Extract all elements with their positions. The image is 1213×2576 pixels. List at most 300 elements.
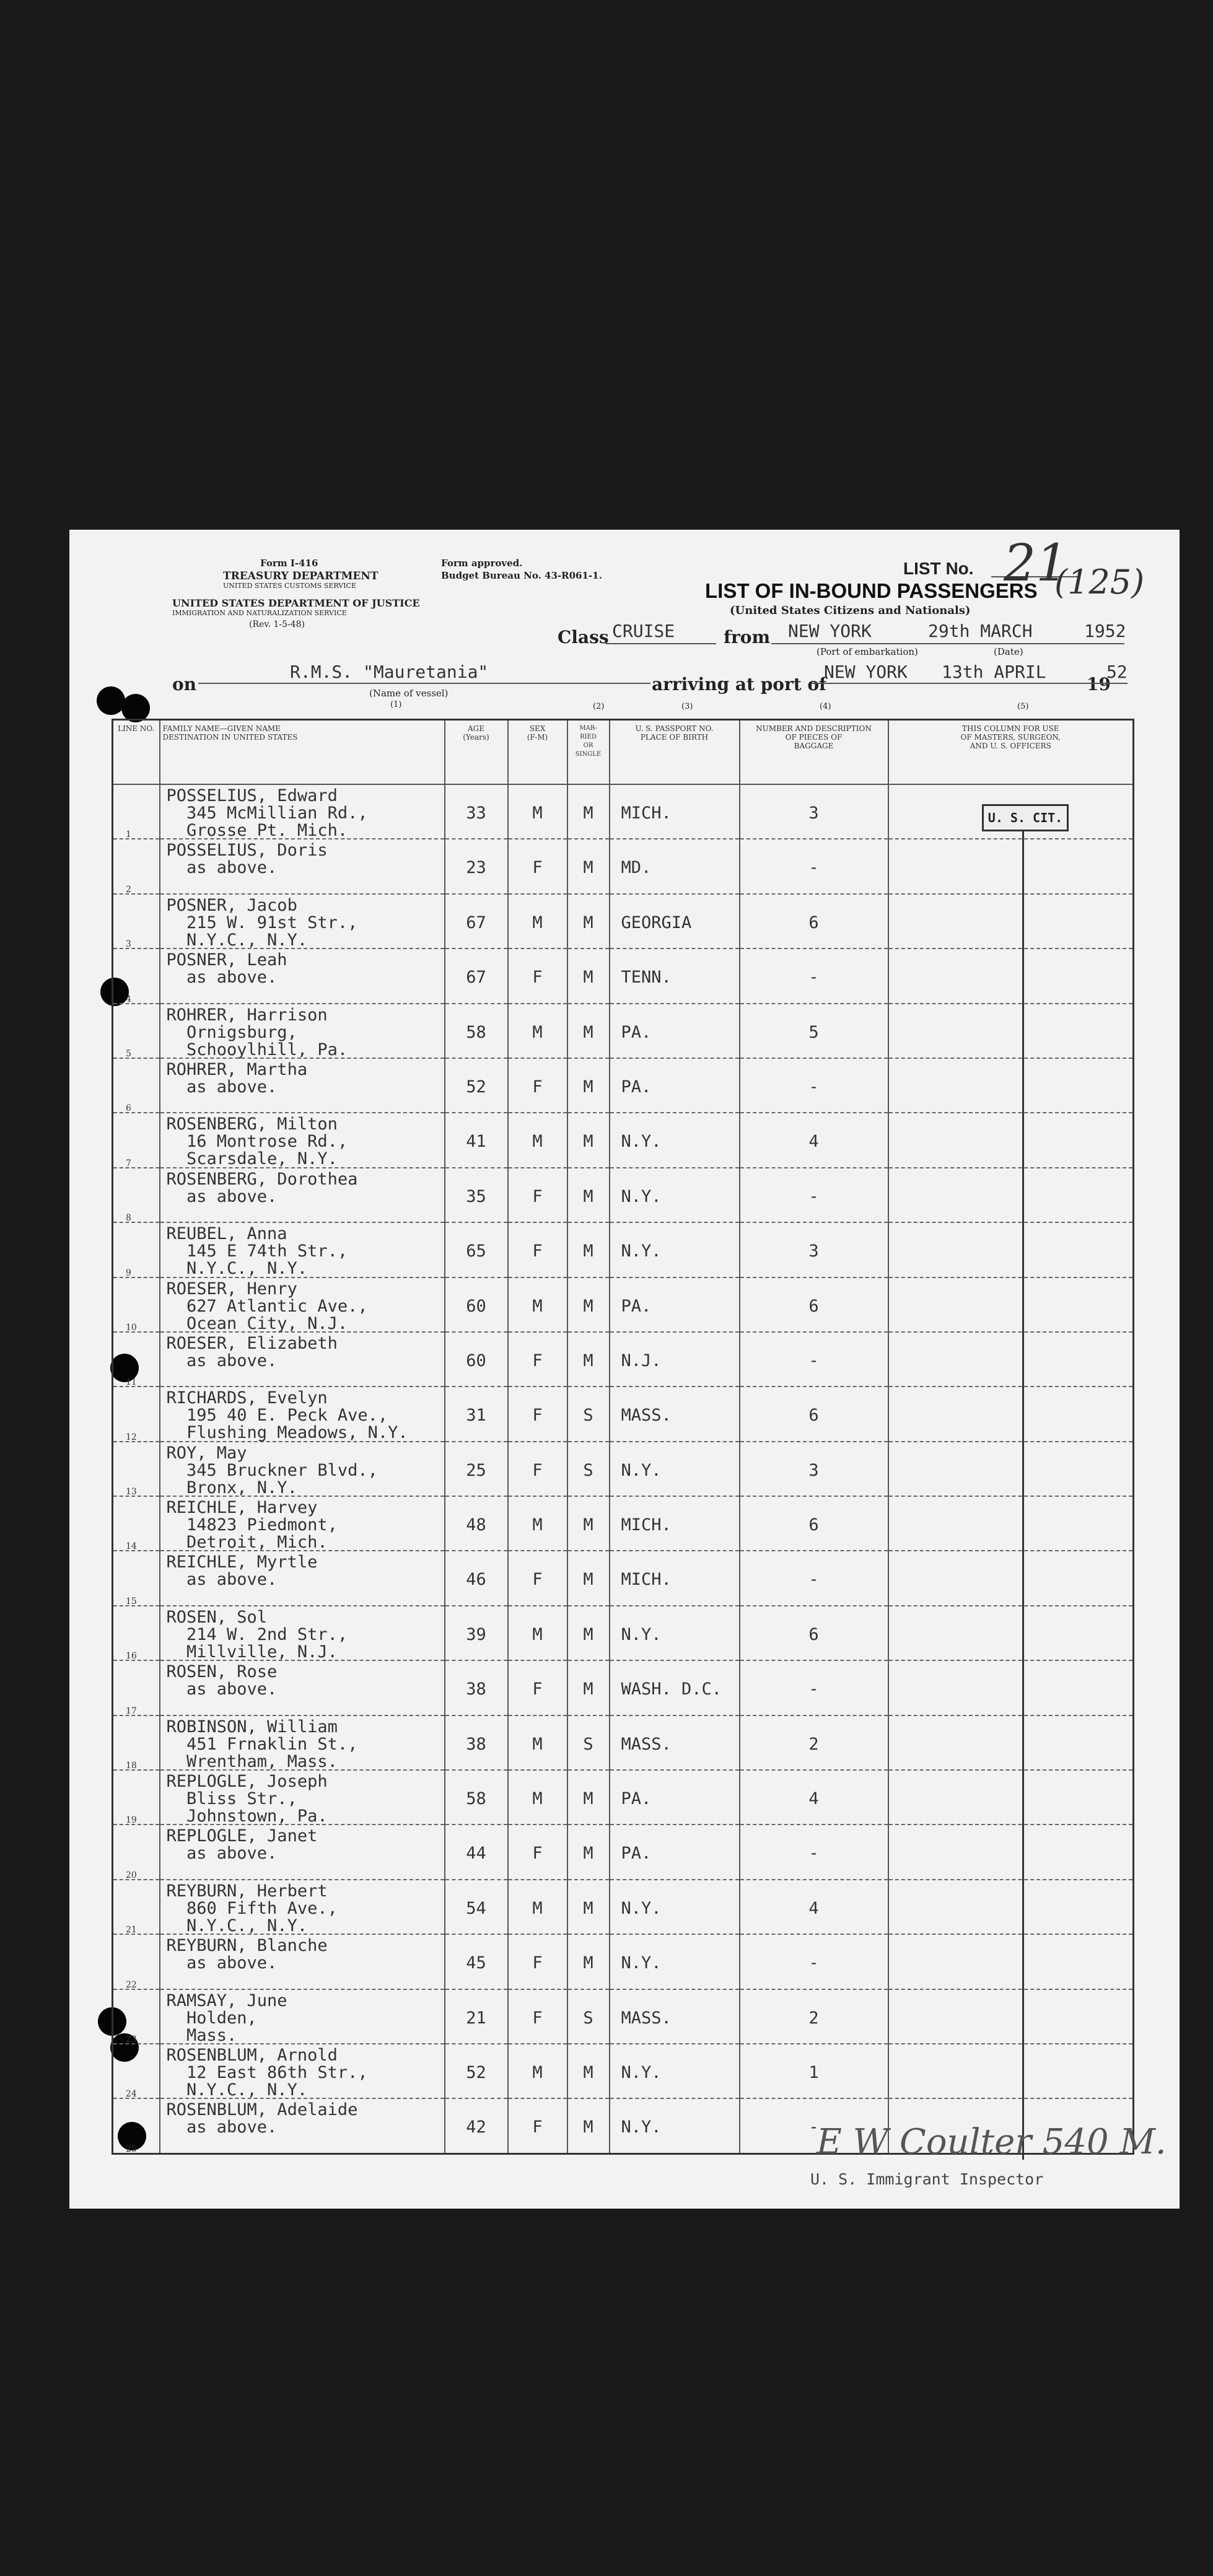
cell-place-of-birth — [610, 1168, 740, 1222]
cell-passenger-name — [160, 1715, 445, 1770]
cell-marital-status — [567, 1934, 610, 1989]
cell-passenger-name — [160, 894, 445, 948]
cell-officer-notes — [888, 1660, 1134, 1715]
place-of-birth: MASS. — [621, 1734, 672, 1754]
baggage-count: - — [808, 1570, 819, 1590]
cell-place-of-birth — [610, 1880, 740, 1934]
cell-age — [445, 2098, 508, 2153]
place-of-birth: PA. — [621, 1789, 652, 1809]
cell-passenger-name — [160, 1277, 445, 1332]
baggage-count: 4 — [808, 1789, 819, 1809]
baggage-count: 3 — [808, 804, 819, 823]
age: 58 — [466, 1789, 486, 1809]
cell-age — [445, 1989, 508, 2044]
cell-officer-notes — [888, 1770, 1134, 1825]
passenger-name: REYBURN, Herbert 860 Fifth Ave., N.Y.C., N.Y. — [166, 1881, 338, 1935]
cell-line-number — [113, 1989, 160, 2044]
inspector-signature: E W Coulter 540 M. — [817, 2122, 1167, 2162]
cell-baggage-count — [740, 1058, 888, 1113]
arrival-date: 13th APRIL — [942, 662, 1046, 682]
department-of-justice: UNITED STATES DEPARTMENT OF JUSTICE — [172, 597, 420, 609]
column-number-5: (5) — [1017, 702, 1029, 711]
ins-service: IMMIGRATION AND NATURALIZATION SERVICE — [172, 609, 347, 617]
list-no-label: LIST No. — [903, 559, 974, 578]
passenger-name: REPLOGLE, Janet as above. — [166, 1826, 318, 1864]
table-row — [113, 948, 1134, 1003]
cell-line-number — [113, 1660, 160, 1715]
cell-baggage-count — [740, 784, 888, 839]
cell-place-of-birth — [610, 2044, 740, 2098]
cell-marital-status — [567, 1880, 610, 1934]
place-of-birth: GEORGIA — [621, 913, 692, 932]
baggage-count: 5 — [808, 1022, 819, 1042]
age: 52 — [466, 2062, 486, 2082]
table-row — [113, 1551, 1134, 1605]
passenger-name: ROY, May 345 Bruckner Blvd., Bronx, N.Y. — [166, 1443, 378, 1497]
place-of-birth: PA. — [621, 1077, 652, 1097]
age: 46 — [466, 1570, 486, 1590]
age: 67 — [466, 968, 486, 988]
from-year: 1952 — [1084, 621, 1126, 641]
cell-officer-notes — [888, 1058, 1134, 1113]
marital-status: S — [583, 1406, 593, 1426]
cell-passenger-name — [160, 1660, 445, 1715]
cell-sex — [508, 1387, 567, 1441]
marital-status: M — [583, 1351, 593, 1370]
line-number: 13 — [126, 1487, 137, 1497]
table-row — [113, 1387, 1134, 1441]
cell-baggage-count — [740, 1551, 888, 1605]
vessel-column-number: (1) — [390, 700, 402, 709]
cell-place-of-birth — [610, 1387, 740, 1441]
passenger-name: REICHLE, Myrtle as above. — [166, 1553, 318, 1590]
cell-passenger-name — [160, 1934, 445, 1989]
sex: F — [532, 1570, 543, 1590]
age: 52 — [466, 1077, 486, 1097]
line-number: 20 — [126, 1870, 137, 1880]
cell-line-number — [113, 1387, 160, 1441]
passenger-name: REICHLE, Harvey 14823 Piedmont, Detroit, Mich. — [166, 1498, 338, 1553]
marital-status: M — [583, 2118, 593, 2137]
sex: M — [532, 1022, 543, 1042]
cell-baggage-count — [740, 1277, 888, 1332]
cell-place-of-birth — [610, 1113, 740, 1167]
table-row — [113, 1113, 1134, 1167]
marital-status: M — [583, 1296, 593, 1316]
sex: F — [532, 968, 543, 988]
cell-passenger-name — [160, 1332, 445, 1387]
cell-marital-status — [567, 1825, 610, 1879]
officer-column-line — [1022, 828, 1024, 2160]
line-number: 4 — [126, 994, 131, 1004]
cell-place-of-birth — [610, 784, 740, 839]
passenger-name: REUBEL, Anna 145 E 74th Str., N.Y.C., N.Y. — [166, 1224, 348, 1279]
sex: M — [532, 1898, 543, 1918]
cell-line-number — [113, 1825, 160, 1879]
age: 38 — [466, 1734, 486, 1754]
table-row — [113, 894, 1134, 948]
place-of-birth: N.Y. — [621, 1242, 662, 1261]
cell-age — [445, 1113, 508, 1167]
table-row — [113, 1168, 1134, 1222]
cell-sex — [508, 1989, 567, 2044]
cell-marital-status — [567, 2098, 610, 2153]
baggage-count: - — [808, 1680, 819, 1699]
cell-passenger-name — [160, 2044, 445, 2098]
place-of-birth: N.Y. — [621, 1186, 662, 1206]
age: 39 — [466, 1624, 486, 1644]
sex: M — [532, 1624, 543, 1644]
cell-marital-status — [567, 1277, 610, 1332]
line-number: 10 — [126, 1322, 137, 1333]
cell-age — [445, 1387, 508, 1441]
place-of-birth: N.Y. — [621, 1624, 662, 1644]
list-no-value: 21 — [1004, 534, 1069, 593]
column-number-3: (3) — [681, 702, 693, 711]
cell-officer-notes — [888, 1277, 1134, 1332]
marital-status: M — [583, 1570, 593, 1590]
col-header-sex: SEX (F-M) — [508, 720, 567, 785]
place-of-birth: N.J. — [621, 1351, 662, 1370]
marital-status: M — [583, 913, 593, 932]
cell-sex — [508, 1880, 567, 1934]
baggage-count: - — [808, 1953, 819, 1973]
cell-marital-status — [567, 1113, 610, 1167]
sex: F — [532, 1680, 543, 1699]
cell-place-of-birth — [610, 2098, 740, 2153]
cell-sex — [508, 1058, 567, 1113]
age: 48 — [466, 1515, 486, 1535]
age: 44 — [466, 1844, 486, 1864]
sex: M — [532, 804, 543, 823]
cell-place-of-birth — [610, 1277, 740, 1332]
cell-officer-notes — [888, 1113, 1134, 1167]
passenger-name: ROHRER, Martha as above. — [166, 1059, 308, 1097]
line-number: 2 — [126, 884, 131, 895]
sex: M — [532, 2062, 543, 2082]
age: 41 — [466, 1132, 486, 1152]
sex: M — [532, 1789, 543, 1809]
cell-line-number — [113, 1496, 160, 1551]
cell-line-number — [113, 1934, 160, 1989]
table-row — [113, 1332, 1134, 1387]
cell-sex — [508, 894, 567, 948]
place-of-birth: MASS. — [621, 1406, 672, 1426]
cell-line-number — [113, 1606, 160, 1660]
cell-officer-notes — [888, 948, 1134, 1003]
passenger-name: POSSELIUS, Doris as above. — [166, 841, 328, 878]
cell-passenger-name — [160, 1989, 445, 2044]
age: 60 — [466, 1351, 486, 1370]
cell-officer-notes — [888, 1168, 1134, 1222]
cell-baggage-count — [740, 839, 888, 893]
sex: M — [532, 1296, 543, 1316]
from-label: from — [724, 627, 771, 647]
cell-line-number — [113, 1113, 160, 1167]
sex: F — [532, 2118, 543, 2137]
marital-status: M — [583, 2062, 593, 2082]
cell-passenger-name — [160, 948, 445, 1003]
line-number: 6 — [126, 1103, 131, 1114]
cell-baggage-count — [740, 2044, 888, 2098]
place-of-birth: N.Y. — [621, 2118, 662, 2137]
marital-status: M — [583, 1132, 593, 1152]
cell-place-of-birth — [610, 948, 740, 1003]
place-of-birth: MICH. — [621, 1570, 672, 1590]
cell-place-of-birth — [610, 1004, 740, 1058]
cell-baggage-count — [740, 894, 888, 948]
place-of-birth: N.Y. — [621, 1953, 662, 1973]
line-number: 7 — [126, 1158, 131, 1168]
line-number: 12 — [126, 1432, 137, 1442]
cell-baggage-count — [740, 1660, 888, 1715]
sex: M — [532, 1132, 543, 1152]
cell-passenger-name — [160, 1222, 445, 1277]
line-number: 25 — [126, 2144, 137, 2154]
table-row — [113, 1606, 1134, 1660]
table-row — [113, 784, 1134, 839]
cell-sex — [508, 839, 567, 893]
cell-marital-status — [567, 1660, 610, 1715]
cell-passenger-name — [160, 1825, 445, 1879]
form-approved: Form approved. — [441, 558, 523, 569]
cell-line-number — [113, 839, 160, 893]
passenger-name: ROESER, Henry 627 Atlantic Ave., Ocean City, N.J. — [166, 1279, 368, 1333]
cell-marital-status — [567, 839, 610, 893]
marital-status: M — [583, 1624, 593, 1644]
cell-place-of-birth — [610, 1770, 740, 1825]
cell-age — [445, 1770, 508, 1825]
age: 33 — [466, 804, 486, 823]
cell-officer-notes — [888, 1496, 1134, 1551]
marital-status: M — [583, 858, 593, 878]
baggage-count: 2 — [808, 2008, 819, 2028]
cell-officer-notes — [888, 1442, 1134, 1496]
cell-sex — [508, 1113, 567, 1167]
class-value: CRUISE — [612, 621, 675, 641]
cell-officer-notes — [888, 1004, 1134, 1058]
cell-place-of-birth — [610, 1551, 740, 1605]
table-row — [113, 1989, 1134, 2044]
passenger-name: POSNER, Jacob 215 W. 91st Str., N.Y.C., N.Y. — [166, 895, 358, 950]
table-row — [113, 1004, 1134, 1058]
cell-marital-status — [567, 1496, 610, 1551]
cell-marital-status — [567, 1715, 610, 1770]
arriving-label: arriving at port of — [652, 674, 827, 694]
age: 23 — [466, 858, 486, 878]
vessel-caption: (Name of vessel) — [369, 688, 449, 699]
cell-age — [445, 1496, 508, 1551]
form-number: Form I-416 — [260, 558, 318, 569]
baggage-count: 6 — [808, 913, 819, 932]
marital-status: M — [583, 1242, 593, 1261]
cell-place-of-birth — [610, 1058, 740, 1113]
cell-sex — [508, 1442, 567, 1496]
passenger-name: RICHARDS, Evelyn 195 40 E. Peck Ave., Flushing Meadows, N.Y. — [166, 1388, 408, 1443]
cell-place-of-birth — [610, 1989, 740, 2044]
marital-status: M — [583, 804, 593, 823]
cell-baggage-count — [740, 1113, 888, 1167]
cell-line-number — [113, 1442, 160, 1496]
form-title: LIST OF IN-BOUND PASSENGERS — [705, 579, 1038, 602]
cell-sex — [508, 1606, 567, 1660]
line-number: 17 — [126, 1706, 137, 1716]
passenger-name: ROSENBLUM, Arnold 12 East 86th Str., N.Y.C., N.Y. — [166, 2045, 368, 2100]
col-header-age: AGE (Years) — [445, 720, 508, 785]
place-of-birth: WASH. D.C. — [621, 1680, 722, 1699]
cell-line-number — [113, 1332, 160, 1387]
cell-passenger-name — [160, 784, 445, 839]
baggage-count: - — [808, 1844, 819, 1864]
baggage-count: - — [808, 1186, 819, 1206]
passenger-table — [112, 719, 1134, 2155]
list-no-extra: (125) — [1054, 563, 1145, 602]
cell-baggage-count — [740, 1934, 888, 1989]
marital-status: M — [583, 1844, 593, 1864]
cell-age — [445, 1168, 508, 1222]
age: 60 — [466, 1296, 486, 1316]
cell-baggage-count — [740, 1880, 888, 1934]
cell-place-of-birth — [610, 1222, 740, 1277]
cell-passenger-name — [160, 1770, 445, 1825]
cell-place-of-birth — [610, 1715, 740, 1770]
cell-marital-status — [567, 948, 610, 1003]
marital-status: S — [583, 2008, 593, 2028]
cell-age — [445, 784, 508, 839]
cell-officer-notes — [888, 839, 1134, 893]
treasury-department: TREASURY DEPARTMENT — [223, 570, 379, 582]
sex: F — [532, 1351, 543, 1370]
from-date: 29th MARCH — [928, 621, 1033, 641]
class-label: Class — [558, 627, 609, 647]
cell-line-number — [113, 1004, 160, 1058]
cell-age — [445, 1825, 508, 1879]
cell-line-number — [113, 1277, 160, 1332]
passenger-name: POSSELIUS, Edward 345 McMillian Rd., Grosse Pt. Mich. — [166, 786, 368, 840]
baggage-count: - — [808, 2118, 819, 2137]
arrival-year-prefix: 19 — [1087, 674, 1111, 694]
table-row — [113, 1825, 1134, 1879]
table-row — [113, 2044, 1134, 2098]
arrival-port: NEW YORK — [824, 662, 908, 682]
cell-baggage-count — [740, 1825, 888, 1879]
column-number-4: (4) — [820, 702, 831, 711]
inspector-caption: U. S. Immigrant Inspector — [810, 2170, 1044, 2188]
table-row — [113, 1715, 1134, 1770]
cell-officer-notes — [888, 1332, 1134, 1387]
cell-passenger-name — [160, 1496, 445, 1551]
marital-status: M — [583, 1953, 593, 1973]
cell-sex — [508, 1004, 567, 1058]
customs-service: UNITED STATES CUSTOMS SERVICE — [223, 582, 356, 590]
marital-status: M — [583, 1077, 593, 1097]
passenger-name: ROESER, Elizabeth as above. — [166, 1333, 338, 1370]
sex: F — [532, 1460, 543, 1480]
cell-age — [445, 1277, 508, 1332]
cell-line-number — [113, 1551, 160, 1605]
passenger-name: ROSENBERG, Milton 16 Montrose Rd., Scarsdale, N.Y. — [166, 1115, 348, 1169]
arrival-year-suffix: 52 — [1106, 662, 1128, 682]
age: 31 — [466, 1406, 486, 1426]
cell-baggage-count — [740, 1168, 888, 1222]
passenger-name: REPLOGLE, Joseph Bliss Str., Johnstown, Pa. — [166, 1772, 328, 1826]
cell-line-number — [113, 1222, 160, 1277]
cell-age — [445, 1058, 508, 1113]
cell-place-of-birth — [610, 1934, 740, 1989]
cell-marital-status — [567, 1004, 610, 1058]
cell-sex — [508, 1825, 567, 1879]
cell-line-number — [113, 1880, 160, 1934]
cell-sex — [508, 1660, 567, 1715]
cell-line-number — [113, 2098, 160, 2153]
sex: F — [532, 1953, 543, 1973]
table-row — [113, 1770, 1134, 1825]
cell-baggage-count — [740, 1004, 888, 1058]
on-label: on — [172, 674, 197, 694]
cell-line-number — [113, 1715, 160, 1770]
col-header-line-no: LINE NO. — [113, 720, 160, 785]
sex: M — [532, 1734, 543, 1754]
marital-status: M — [583, 1789, 593, 1809]
line-number: 8 — [126, 1213, 131, 1224]
cell-place-of-birth — [610, 1442, 740, 1496]
line-number: 21 — [126, 1925, 137, 1935]
cell-age — [445, 1332, 508, 1387]
cell-sex — [508, 2044, 567, 2098]
cell-marital-status — [567, 894, 610, 948]
place-of-birth: MICH. — [621, 804, 672, 823]
cell-marital-status — [567, 1058, 610, 1113]
table-row — [113, 1880, 1134, 1934]
line-number: 16 — [126, 1651, 137, 1662]
line-number: 19 — [126, 1815, 137, 1826]
marital-status: S — [583, 1734, 593, 1754]
cell-sex — [508, 1222, 567, 1277]
cell-age — [445, 1934, 508, 1989]
line-number: 22 — [126, 1979, 137, 1990]
place-of-birth: MASS. — [621, 2008, 672, 2028]
cell-baggage-count — [740, 1496, 888, 1551]
arrival-underline — [812, 683, 1128, 684]
marital-status: M — [583, 968, 593, 988]
cell-age — [445, 1222, 508, 1277]
table-row — [113, 839, 1134, 893]
place-of-birth: PA. — [621, 1844, 652, 1864]
table-row — [113, 1496, 1134, 1551]
cell-sex — [508, 1715, 567, 1770]
place-of-birth: N.Y. — [621, 1132, 662, 1152]
table-row — [113, 1222, 1134, 1277]
cell-place-of-birth — [610, 1606, 740, 1660]
cell-officer-notes — [888, 2044, 1134, 2098]
age: 35 — [466, 1186, 486, 1206]
passenger-name: ROSEN, Rose as above. — [166, 1662, 278, 1699]
cell-baggage-count — [740, 948, 888, 1003]
cell-sex — [508, 1168, 567, 1222]
cell-sex — [508, 784, 567, 839]
cell-officer-notes — [888, 1880, 1134, 1934]
baggage-count: - — [808, 1351, 819, 1370]
table-row — [113, 1934, 1134, 1989]
baggage-count: 2 — [808, 1734, 819, 1754]
sex: F — [532, 1844, 543, 1864]
cell-line-number — [113, 894, 160, 948]
col-header-officers: THIS COLUMN FOR USE OF MASTERS, SURGEON, AND U. S. OFFICERS — [888, 720, 1134, 785]
cell-line-number — [113, 1168, 160, 1222]
baggage-count: 4 — [808, 1898, 819, 1918]
line-number: 5 — [126, 1048, 131, 1059]
marital-status: M — [583, 1022, 593, 1042]
